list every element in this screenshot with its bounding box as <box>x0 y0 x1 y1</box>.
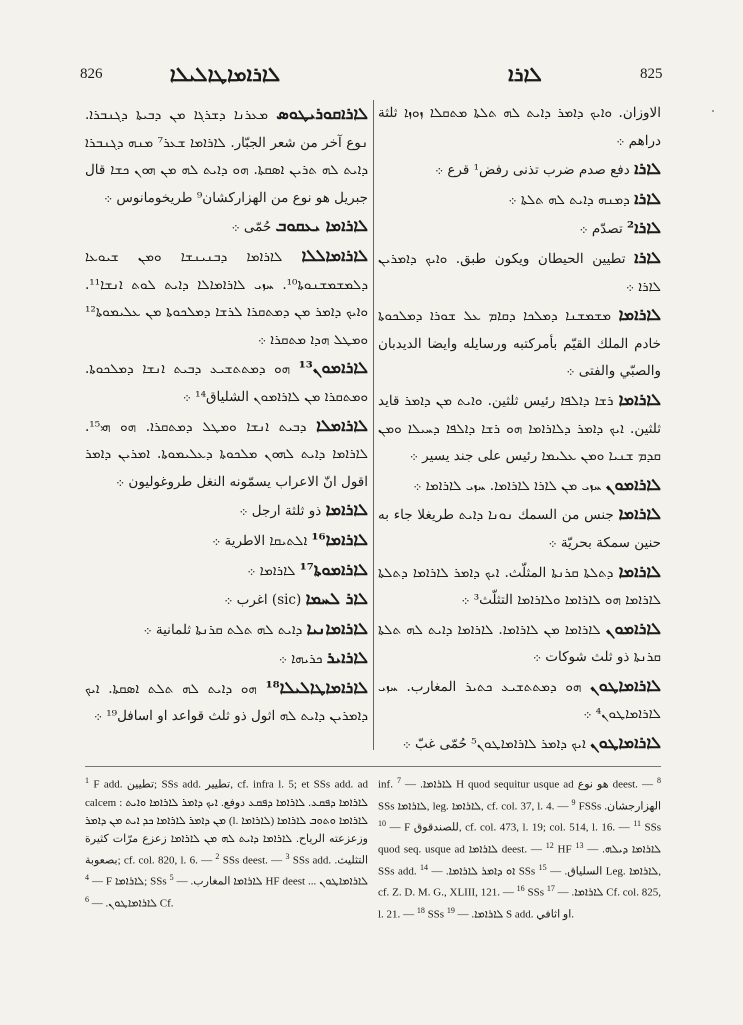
footnote-number: 8 <box>657 776 661 785</box>
entry-definition: ܐܠܬܝܩܐ الاطرية ܀ <box>212 532 308 549</box>
entry-headword: ܠܐܪܐ² <box>627 218 661 238</box>
footnote-text: SSs add. التثليث. <box>292 854 368 867</box>
dictionary-entry <box>378 214 661 244</box>
footnote-text: SSs quod seq. usque ad ܠܐܪܐܡܐ deest. <box>378 821 661 856</box>
entry-definition: ذو ثلثة ارجل ܀ <box>239 503 322 520</box>
dictionary-entry <box>85 242 368 354</box>
footnote-number: 17 <box>546 884 555 894</box>
footnote-text: F للصندقوق, cf. col. 473, l. 19; col. 514, l. 16. <box>404 821 616 834</box>
page-number-right: 825 <box>640 66 663 82</box>
entry-headword: ܠܐܪܐܡܐ <box>325 500 368 520</box>
entry-headword: ܠܐܪܐ <box>634 188 661 208</box>
footnote-number: 10 <box>378 819 386 829</box>
dictionary-entry <box>85 674 368 731</box>
entry-headword: ܠܐܪܐܡܐܠܠܐ <box>301 245 368 265</box>
entry-headword: ܠܐܪܐܡܠܐ <box>316 415 368 435</box>
entry-definition: ܗܘ ܕܡܬܬܫܝܥ ܟܬܝܪ المغارب. ܚܙܝ ܠܐܪܐܡܐܛܘܢ⁴ ܀ <box>378 678 661 723</box>
dictionary-entry <box>378 672 661 729</box>
dictionary-entry <box>378 500 661 557</box>
entry-headword: ܠܐܪܐܡܐܛܐܠܝܠܐ¹⁸ <box>265 677 368 697</box>
footnote-text: H quod sequitur usque ad هو نوع deest. <box>456 778 638 791</box>
entry-definition: الاوزان. ܘܐܝܟ ܕܐܡܪ ܕܐܝܬ ܠܗ ܬܠܬܐ ܡܬܩܠܐ ܙܘܙܐ ثلثة دراهم ܀ <box>378 105 661 149</box>
footnote-number: 9 <box>571 797 576 807</box>
entry-headword: ܠܐܪܐܡܐ¹⁶ <box>311 529 368 549</box>
column-divider <box>373 100 374 750</box>
dictionary-entry <box>378 100 661 155</box>
footnote-number: 1 <box>85 776 89 785</box>
footnote-text: SSs ܠܐܪܐܡܐ. <box>427 908 504 921</box>
dictionary-entry <box>378 471 661 501</box>
footnote-text: SSs ܠܐܪܐܡܐ, leg. ܠܐܪܐܡܐ, cf. col. 37, l. 4. <box>378 800 555 813</box>
footnote-number: 15 <box>538 862 547 872</box>
footnote-block: $^1$ F add. تطيين; SSs add. تطيير, cf. infra l. 5; et SSs add. ad calcem : ܠܐܪܐܡܐ ܕܦܩܥ. ܠܐܪܐܡܐ ܕܦܩܥ دوفع. ܐܝܟ ܕܐܡܪ ܠܐܪܐܡܐ ܘܐܝܬ ܡܢ ܕܐܡܪ ܠܐܪܐܡܐ ܟܕ ܐܝܬ ܡܢ ܕܐܡܪ (l. ܠܐܪܐܡܐ) ܠܐܪܐܡܐ ܘܬܘܒ ܠܐܪܐܡܐ وزعزعته الرياح. ܠܐܪܐܡܐ ܕܐܝܬ ܠܗ ܡܢ ܠܐܪܐܡܐ زعزع مرّات كثيرة بصعوبة; cf. col. 820, l. 6. — $^2$ SSs deest. — $^3$ SSs add. التثليث. — $^4$ F ܠܐܪܐܡܐ; SSs ܠܐܪܐܡܐ المغارب. — $^5$ HF deest ܠܐܪܐܡܐܛܘܢ ... ܠܐܪܐܡܐܛܘܢ. — $^6$ Cf. <box>85 776 368 910</box>
entry-headword: ܠܐܪܐܡܘܢ¹³ <box>298 358 368 378</box>
entry-headword: ܠܐܪܐܡܐ <box>618 561 661 581</box>
left-column <box>85 100 368 755</box>
entry-definition: حُمّى ܀ <box>231 219 272 236</box>
footnote-text: Leg. ܠܐܪܐܡܐ, cf. Z. D. M. G., XLIII, 121. <box>378 865 661 899</box>
footnote-text: SSs deest. <box>222 854 268 867</box>
right-column <box>378 100 661 755</box>
dictionary-entry <box>378 729 661 755</box>
footnote-text: HF deest ܠܐܪܐܡܐܛܘܢ ... ܠܐܪܐܡܐܛܘܢ. <box>105 875 368 910</box>
dictionary-entry <box>378 615 661 672</box>
dictionary-entry <box>378 301 661 386</box>
footnote-text: F ܠܐܪܐܡܐ; SSs ܠܐܪܐܡܐ المغارب. <box>105 875 263 888</box>
footnote-text: S add. او اثافي. <box>506 908 575 921</box>
running-head-right: ܠܐܪܐ <box>508 62 542 86</box>
dictionary-entry <box>85 526 368 556</box>
footnote-number: 14 <box>420 862 429 872</box>
dictionary-entry <box>378 558 661 615</box>
entry-definition: تصدّم ܀ <box>579 221 623 238</box>
entry-definition: دفع صدم ضرب تذنى رفض¹ قرع ܀ <box>434 162 630 179</box>
dictionary-entry <box>378 244 661 301</box>
entry-definition: ܟܪܝܗܐ ܀ <box>278 651 323 668</box>
dictionary-entry <box>85 212 368 242</box>
dictionary-entry <box>85 615 368 645</box>
footnote-number: 18 <box>416 905 425 915</box>
footnote-text: SSs ܠܐܪܐܡܐ. <box>527 886 604 899</box>
dictionary-entry <box>85 585 368 615</box>
footnote-text: SSs add. ܐܘ ܕܐܡܪ ܠܐܪܐܡܐ. <box>378 865 516 878</box>
footnote-number: 13 <box>575 840 584 850</box>
entry-definition: ܠܐܪܐܡܐ ܕܒܢܝܢܫܐ ܘܡܢ ܫܝܘܥܐ ܕܠܡܫܡܫܢܘܬܐ¹⁰. ܚܙܝ ܠܐܪܐܡܐܠܐ ܕܐܝܬ ܠܘܬ ܐܢܫܐ¹¹. ܘܐܝܟ ܕܐܡܪ ܡܢ ܕܡܬܩܪܐ ܠܪܫܐ ܕܡܠܟܘܬܐ ܡܢ ܥܠܝܡܘܬܐ¹² ܘܡܛܠ ܗܕܐ ܡܬܩܪܐ ܀ <box>85 248 368 348</box>
entry-headword: ܠܐܪܐܡܘܢ <box>605 618 661 638</box>
footnote-number: 5 <box>169 873 174 883</box>
footnote-number: 6 <box>85 894 89 904</box>
footnote-block: inf. ܠܐܪܐܡܐ. — $^7$ H quod sequitur usque ad هو نوع deest. — $^8$ SSs ܠܐܪܐܡܐ, leg. ܠܐܪܐܡܐ, cf. col. 37, l. 4. — $^9$ FSSs الهزارجشان. — $^{10}$ F للصندقوق, cf. col. 473, l. 19; col. 514, l. 16. — $^{11}$ SSs quod seq. usque ad ܠܐܪܐܡܐ deest. — $^{12}$ HF ܠܐܪܐܡܐ ܕܝܠܗ. — $^{13}$ SSs add. ܐܘ ܕܐܡܪ ܠܐܪܐܡܐ. — $^{14}$ SSs السلياق. — $^{15}$ Leg. ܠܐܪܐܡܐ, cf. Z. D. M. G., XLIII, 121. — $^{16}$ SSs ܠܐܪܐܡܐ. — $^{17}$ Cf. col. 825, l. 21. — $^{18}$ SSs ܠܐܪܐܡܐ. — $^{19}$ S add. او اثافي. <box>378 776 661 921</box>
dictionary-entry <box>85 644 368 674</box>
footnote-text: F add. تطيين; SSs add. تطيير, cf. infra l. 5; et SSs add. ad calcem : ܠܐܪܐܡܐ ܕܦܩܥ. ܠܐܪܐܡܐ ܕܦܩܥ دوفع. ܐܝܟ ܕܐܡܪ ܠܐܪܐܡܐ ܘܐܝܬ ܡܢ ܕܐܡܪ ܠܐܪܐܡܐ ܟܕ ܐܝܬ ܡܢ ܕܐܡܪ (l. ܠܐܪܐܡܐ) ܠܐܪܐܡܐ ܘܬܘܒ ܠܐܪܐܡܐ وزعزعته الرياح. ܠܐܪܐܡܐ ܕܐܝܬ ܠܗ ܡܢ ܠܐܪܐܡܐ زعزع مرّات كثيرة بصعوبة; cf. col. 820, l. 6. <box>85 778 368 867</box>
entry-headword: ܠܐܪܐܡܐ <box>618 504 661 524</box>
footnote-text: inf. ܠܐܪܐܡܐ. <box>378 778 453 791</box>
entry-definition: ܠܐܪܐܡܐ ܀ <box>247 562 296 579</box>
entry-definition: (sic) اغرب ܀ <box>224 592 302 609</box>
dictionary-entry <box>85 100 368 212</box>
footnote-text: Cf. <box>159 897 174 910</box>
footnote-number: 2 <box>215 851 220 861</box>
entry-definition: ܪܫܐ ܕܐܠܦܐ رئيس ثلثين. ܘܐܝܬ ܡܢ ܕܐܡܪ قايد ثلثين. ܐܝܟ ܕܐܡܪ ܕܠܐܪܐܡܐ ܗܘ ܪܫܐ ܕܐܠܦܐ ܕܚܝܠܐ ܘܡܢ ܩܕܡ ܫܢܝܐ ܘܡܢ ܥܠܝܡܐ رئيس على جند يسير ܀ <box>378 392 661 465</box>
entry-headword: ܠܐܪܐܡܘܢ <box>605 474 661 494</box>
dictionary-entry <box>378 155 661 185</box>
entry-definition: ܐܝܟ ܕܐܡܪ ܠܐܪܐܡܐܛܘܢ⁵ حُمّى غبّ ܀ <box>402 736 586 753</box>
entry-headword: ܠܐܪܐܡܐܛܘܢ <box>590 733 661 753</box>
entry-definition: ܡܥܪܢܐ ܕܫܪܓܐ ܡܢ ܕܒܝܬܐ ܕܓܢܒܪܐ. ܢوع آخر من شعر الجبّار. ܠܐܪܐܡܐ ܫܥܪ⁷ ܡܢܗ ܕܓܢܒܪܐ ܕܐܝܬ ܠܗ ܬܪܝܢ ܐܣܩܬܐ. ܗܘ ܕܐܝܬ ܠܗ ܡܢ ܗܘܢ ܟܫܐ قال جبريل هو نوع من الهزاركشان⁹ طريخومانوس ܀ <box>85 107 368 206</box>
entry-definition: ܗܘ ܕܡܬܬܫܝܥ ܕܒܝܬ ܐܢܫܐ ܕܡܠܟܘܬܐ. ܘܡܬܩܪܐ ܡܢ ܠܐܪܐܡܘܢ الشلياق¹⁴ ܀ <box>85 361 368 405</box>
entry-definition: ܕܡܢܗ ܕܐܝܬ ܠܗ ܬܠܬܐ ܀ <box>508 191 630 208</box>
entry-headword: ܠܐܪܐܡܐ <box>618 389 661 409</box>
entry-definition: ܕܐܝܬ ܠܗ ܬܠܬ ܩܪܢܬܐ ثلمانية ܀ <box>143 621 303 638</box>
running-head-left: ܠܐܪܐܡܐܛܐܠܝܠܐ <box>169 62 281 86</box>
entry-definition: ܕܒܝܬ ܐܢܫܐ ܘܡܛܠ ܕܡܬܩܪܐ. ܗܘ ܗܝ¹⁵. ܠܐܪܐܡܐ ܕܐܝܬ ܠܗܘܢ ܡܠܟܘܬܐ ܕܥܠܝܡܘܬܐ. ܐܡܪܝܢ ܕܐܡܪ اقول انّ الاعراب يسمّونه النغل طروغوليون ܀ <box>85 418 368 490</box>
footnotes-left <box>85 772 368 977</box>
entry-definition: جنس من السمك ܢܘܢܐ ܕܐܝܬ طريغلا جاء به حنين سمكة بحريّة ܀ <box>378 507 661 551</box>
entry-headword: ܠܐܪܐܡܐ <box>618 305 661 325</box>
entry-headword: ܠܐܪܐܡܘܬܐ¹⁷ <box>299 559 368 579</box>
page-number-left: 826 <box>80 66 103 82</box>
entry-definition: ܚܙܝ ܡܢ ܠܐܪܐ ܠܐܪܐܡܐ. ܚܙܝ ܠܐܪܐܡܐ ܀ <box>413 477 602 494</box>
footnote-number: 3 <box>285 851 290 861</box>
footnote-text: HF ܠܐܪܐܡܐ ܕܝܠܗ. <box>557 843 661 856</box>
entry-headword: ܠܐܪܐܡܐܢܝܐ <box>306 618 368 638</box>
entry-definition: ܠܐܪܐܡܐ ܡܢ ܠܐܪܐܡܐ. ܠܐܪܐܡܐ ܕܐܝܬ ܠܗ ܬܠܬܐ ܩܪܢܬܐ ذو ثلث شوكات ܀ <box>378 621 661 666</box>
footnote-text: FSSs الهزارجشان. <box>578 800 661 813</box>
entry-headword: ܠܐܪܐܩܘܪܝܛܘܣ <box>276 104 368 123</box>
entry-headword: ܠܐܪܐܡܐ ܝܥܩܘܒ <box>275 216 368 236</box>
footnote-number: 4 <box>85 873 89 883</box>
entry-headword: ܠܐܪܐܡܐܛܘܢ <box>590 675 661 695</box>
dictionary-entry <box>85 556 368 586</box>
footnote-number: 11 <box>633 819 641 829</box>
entry-definition: ܕܬܠܬܐ ܩܪܢܬܐ المثلّث. ܐܝܟ ܕܐܡܪ ܠܐܪܐܡܐ ܕܬܠܬܐ ܠܐܪܐܡܐ ܗܘ ܠܐܪܐܡܐ ܘܠܐܪܐܡܐ التثلّث³ ܀ <box>378 564 661 609</box>
entry-headword: ܠܐܪ ܠܚܡܐ <box>305 589 368 609</box>
dictionary-entry <box>85 496 368 526</box>
entry-definition: ܡܫܡܫܢܐ ܕܡܠܟܐ ܕܩܐܡ ܥܠ ܫܘܪܐ ܕܡܠܟܘܬܐ خادم الملك القيّم بأمركتبه ورسايله وايضا الديدبان والصبّي والفتى ܀ <box>378 308 661 380</box>
entry-headword: ܠܐܪܐ <box>634 247 661 267</box>
dictionary-entry <box>85 412 368 497</box>
entry-headword: ܠܐܪܐ <box>634 159 661 179</box>
footnote-number: 19 <box>446 905 455 915</box>
footnotes-right <box>378 772 661 977</box>
dictionary-entry <box>85 354 368 411</box>
entry-definition: تطيين الحيطان ويكون طبق. ܘܐܝܟ ܕܐܡܪܝܢ ܠܐܪܐ ܀ <box>378 250 661 295</box>
entry-headword: ܠܐܪܐܝܪ <box>326 648 368 668</box>
footnote-text: SSs السلياق. <box>518 865 603 878</box>
footnote-number: 16 <box>516 884 525 894</box>
footnote-rule <box>85 766 661 767</box>
footnote-number: 12 <box>545 840 554 850</box>
footnote-number: 7 <box>397 776 402 785</box>
footnote-text: Cf. col. 825, l. 21. <box>378 886 661 921</box>
dictionary-entry <box>378 185 661 215</box>
margin-mark <box>712 110 714 112</box>
dictionary-entry <box>378 386 661 471</box>
entry-definition: ܗܘ ܕܐܝܬ ܠܗ ܬܠܬ ܐܣܩܬܐ. ܐܝܟ ܕܐܡܪܝܢ ܕܐܝܬ ܠܗ اثول ذو ثلث قواعد او اسافل¹⁹ ܀ <box>85 680 368 725</box>
